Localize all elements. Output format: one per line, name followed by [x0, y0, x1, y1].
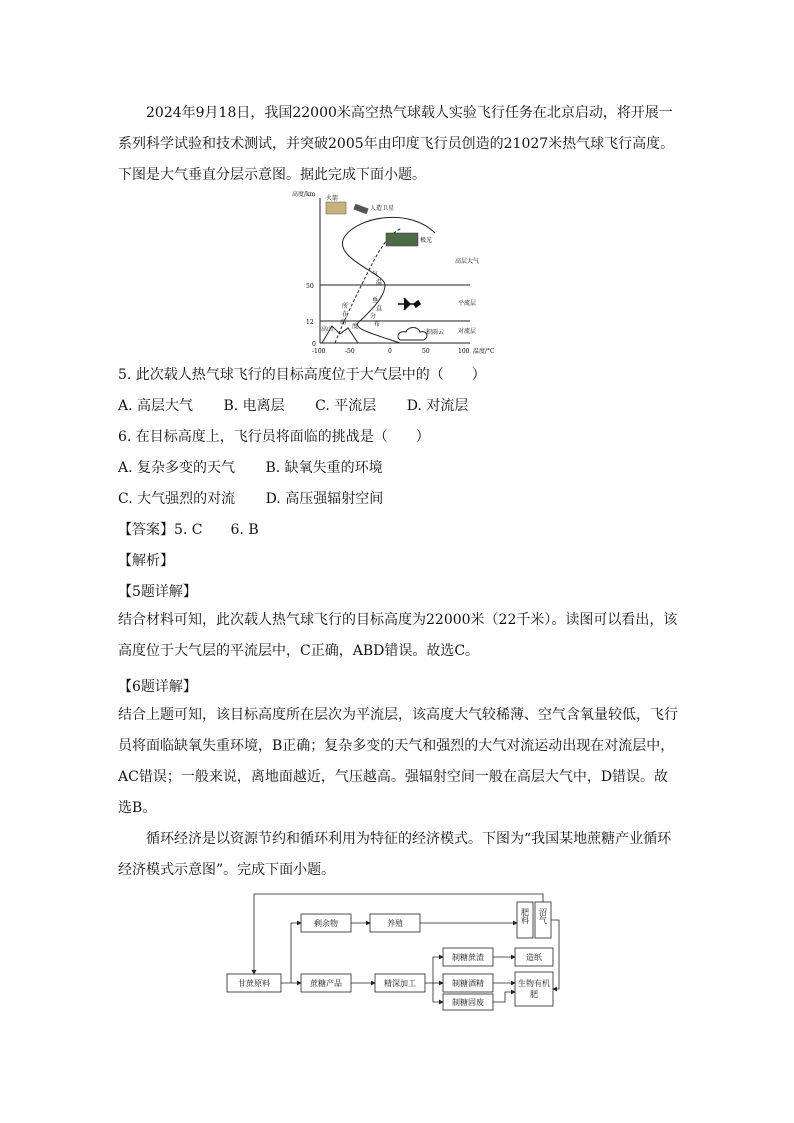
cloud-shape [398, 328, 427, 341]
q5-option-c[interactable]: C. 平流层 [315, 398, 377, 414]
q6-option-d[interactable]: D. 高压强辐射空间 [265, 491, 384, 507]
question-6-stem: 6. 在目标高度上，飞行员将面临的挑战是（ ） [118, 429, 430, 445]
cloud-label: 积雨云 [426, 329, 445, 336]
temp-char: 垂 [372, 297, 379, 304]
xtick-0: 0 [388, 348, 392, 355]
satellite-label: 人造卫星 [370, 205, 395, 212]
y-axis-label: 高度/km [292, 191, 316, 198]
temp-char: 直 [376, 305, 383, 312]
temp-char: 气 [372, 271, 379, 278]
question-5-stem: 5. 此次载人热气球飞行的目标高度位于大气层中的（ ） [118, 367, 486, 383]
x-axis-label: 温度/°C [473, 348, 495, 355]
ytick-50: 50 [306, 283, 314, 290]
aurora-label: 极光 [420, 237, 433, 244]
intro-paragraph-2: 循环经济是以资源节约和循环利用为特征的经济模式。下图为“我国某地蔗糖产业循环经济模式示意图”。完成下面小题。 [118, 831, 672, 878]
troposphere-label: 对流层 [458, 328, 477, 335]
q6-option-b[interactable]: B. 缺氧失重的环境 [265, 460, 383, 476]
aurora-image [386, 233, 418, 246]
ytick-12: 12 [306, 319, 314, 326]
upper-atmosphere-label: 高层大气 [455, 258, 480, 265]
ytick-0: 0 [312, 341, 316, 348]
temp-char: 温 [376, 279, 383, 286]
q5-option-a[interactable]: A. 高层大气 [118, 398, 194, 414]
question-6-options-row2 [118, 488, 409, 508]
xtick-100: 100 [458, 348, 470, 355]
rocket-label: 火箭 [326, 195, 339, 202]
fertilizer-label: 肥料 [520, 908, 530, 924]
temp-char: 度 [352, 323, 359, 330]
mountain-label: 高山 [321, 326, 334, 333]
intro-paragraph: 2024年9月18日，我国22000米高空热气球载人实验飞行任务在北京启动，将开展一系列科学试验和技术测试，并突破2005年由印度飞行员创造的21027米热气球飞行高度。下图是大气垂直分层示意图。据此完成下面小题。 [118, 105, 675, 183]
satellite-icon [353, 204, 368, 214]
breeding-label: 养殖 [387, 919, 403, 928]
bio-fertilizer-label: 生物有机肥 [518, 979, 550, 999]
xtick--50: -50 [345, 348, 355, 355]
temp-char: 高 [340, 319, 347, 326]
detail-5-heading: 【5题详解】 [118, 584, 197, 600]
raw-material-label: 甘蔗原料 [238, 979, 270, 988]
xtick--100: -100 [312, 348, 326, 355]
detail-6-text: 结合上题可知，该目标高度所在层次为平流层，该高度大气较稀薄、空气含氧量较低，飞行员将面临缺氧失重环境，B正确；复杂多变的天气和强烈的大气对流运动出现在对流层中，AC错误；一般来说，离地面越近，气压越高。强辐射空间一般在高层大气中，D错误。故选B。 [118, 707, 678, 816]
stratosphere-label: 平流层 [458, 300, 477, 307]
xtick-50: 50 [422, 348, 430, 355]
q6-option-c[interactable]: C. 大气强烈的对流 [118, 491, 236, 507]
detail-6-heading: 【6题详解】 [118, 679, 197, 695]
answer-line: 【答案】5. C 6. B [118, 522, 259, 538]
paper-label: 造纸 [526, 953, 542, 962]
q5-option-d[interactable]: D. 对流层 [406, 398, 469, 414]
molasses-label: 制糖酒精 [452, 979, 484, 988]
temp-char: 所 [342, 303, 349, 310]
sugar-industry-flow-diagram [225, 892, 570, 1012]
q5-option-b[interactable]: B. 电离层 [223, 398, 285, 414]
temp-char: 分 [370, 313, 377, 320]
temp-char: 布 [374, 321, 381, 328]
rocket-image [326, 202, 346, 214]
sugar-product-label: 蔗糖产品 [310, 979, 342, 988]
question-5-options [118, 395, 494, 415]
question-6-options-row1 [118, 457, 409, 477]
atmosphere-layer-diagram [290, 188, 505, 358]
temp-char: 在 [342, 311, 349, 318]
biogas-label: 沼气 [538, 908, 548, 924]
residue-label: 剩余物 [314, 919, 338, 928]
q6-option-a[interactable]: A. 复杂多变的天气 [118, 460, 236, 476]
airplane-icon [398, 298, 420, 310]
deep-processing-label: 精深加工 [384, 979, 416, 988]
analysis-heading: 【解析】 [118, 553, 174, 569]
solid-waste-label: 制糖固废 [452, 998, 484, 1007]
detail-5-text: 结合材料可知，此次载人热气球飞行的目标高度为22000米（22千米）。读图可以看出，该高度位于大气层的平流层中，C正确，ABD错误。故选C。 [118, 612, 678, 659]
bagasse-label: 制糖蔗渣 [452, 953, 484, 962]
